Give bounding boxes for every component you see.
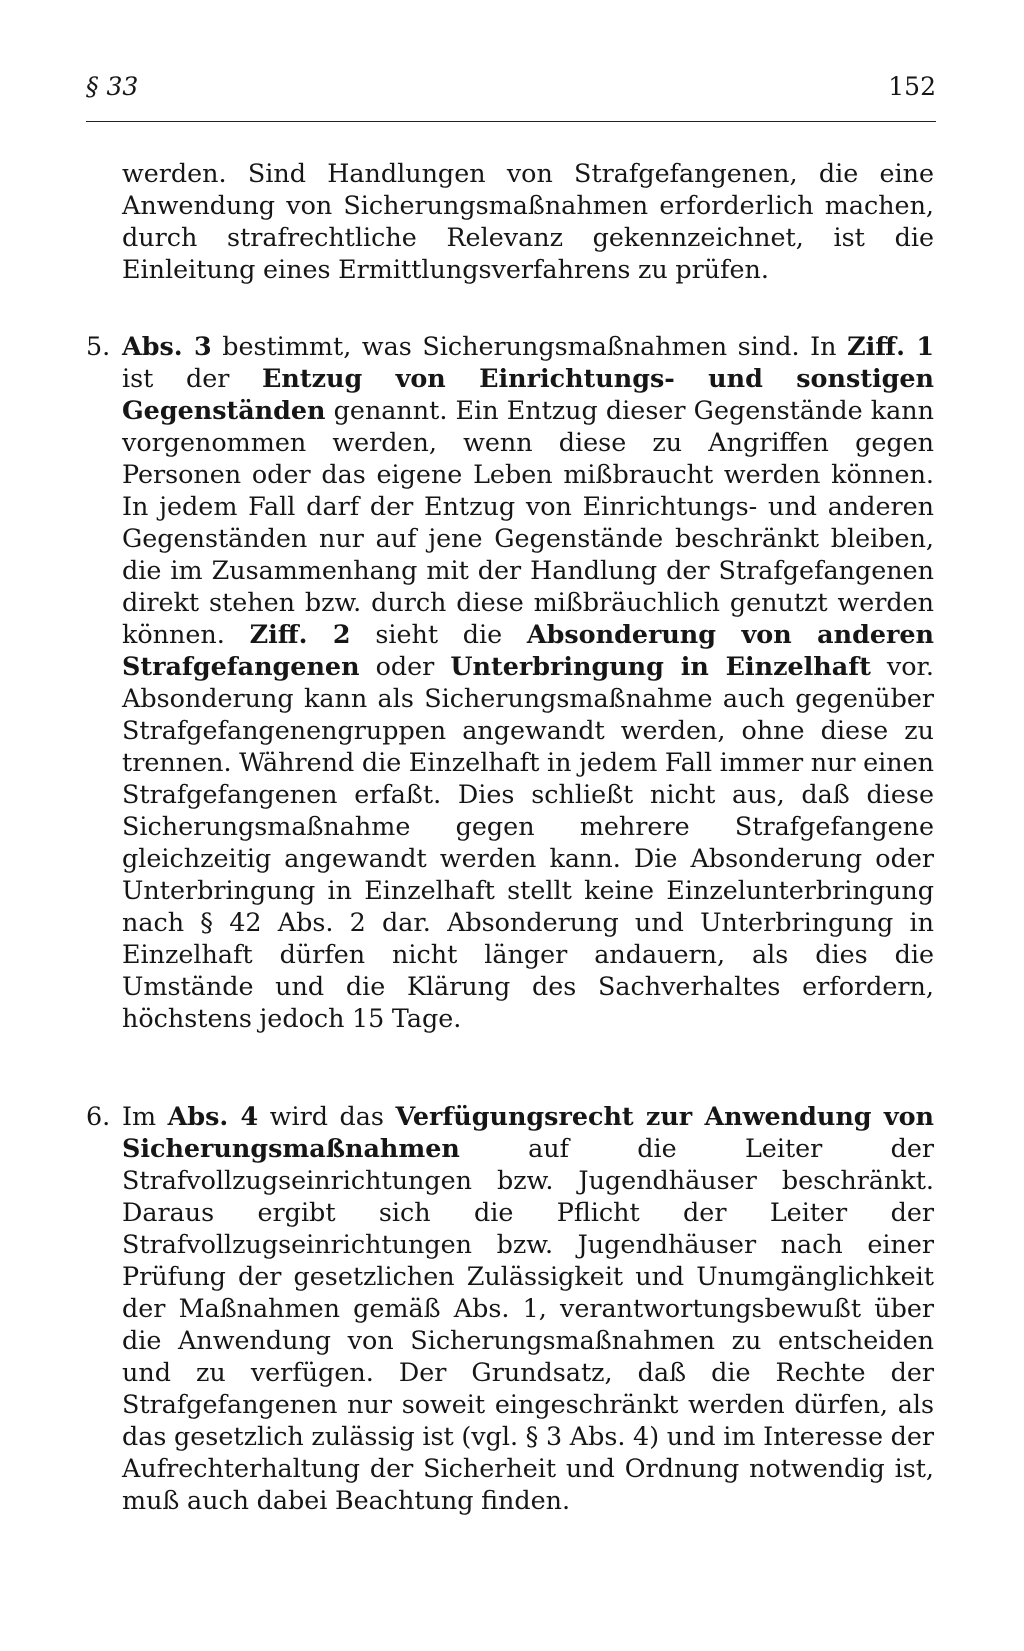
page-header <box>86 72 936 102</box>
ref-ziff-2: Ziff. 2 <box>249 619 351 649</box>
section-reference: § 33 <box>86 72 139 101</box>
text-run: bestimmt, was Sicherungsmaßnahmen sind. In <box>211 331 848 361</box>
text-run: oder <box>359 651 451 681</box>
text-run: wird das <box>258 1101 396 1131</box>
header-divider <box>86 121 936 122</box>
text-run: ist der <box>122 363 263 393</box>
paragraph-text: werden. Sind Handlungen von Strafgefangenen, die eine Anwendung von Sicherungsmaßnahmen erforderlich machen, durch strafrechtliche Relevanz gekennzeichnet, ist die Einleitung eines Ermittlungsverfahrens zu prüfen. <box>122 158 934 284</box>
item-number-6: 6. <box>86 1101 111 1131</box>
page-number: 152 <box>888 72 936 101</box>
term-entzug: Entzug von Einrichtungs- und sonstigen Gegenständen <box>122 363 934 425</box>
term-absonderung: Absonderung von anderen Strafgefangenen <box>122 619 934 681</box>
paragraph-item-5 <box>122 330 934 1034</box>
ref-abs-4: Abs. 4 <box>167 1101 259 1131</box>
text-run: auf die Leiter der Strafvollzugseinrichtungen bzw. Jugendhäuser beschränkt. Daraus ergibt sich die Pflicht der Leiter der Strafvollzugseinrichtungen bzw. Jugendhäuser nach einer Prüfung der gesetzlichen Zulässigkeit und Unumgänglichkeit der Maßnahmen gemäß Abs. 1, verantwortungsbewußt über die Anwendung von Sicherungsmaßnahmen zu entscheiden und zu verfügen. Der Grundsatz, daß die Rechte der Strafgefangenen nur soweit eingeschränkt werden dürfen, als das gesetzlich zulässig ist (vgl. § 3 Abs. 4) und im Interesse der Aufrechterhaltung der Sicherheit und Ordnung notwendig ist, muß auch dabei Beachtung finden. <box>122 1133 934 1515</box>
text-run: genannt. Ein Entzug dieser Gegenstände kann vorgenommen werden, wenn diese zu Angriffen gegen Personen oder das eigene Leben mißbraucht werden können. In jedem Fall darf der Entzug von Einrichtungs- und anderen Gegenständen nur auf jene Gegenstände beschränkt bleiben, die im Zusammenhang mit der Handlung der Strafgefangenen direkt stehen bzw. durch diese mißbräuchlich genutzt werden können. <box>122 395 934 649</box>
text-run: vor. Absonderung kann als Sicherungsmaßnahme auch gegenüber Strafgefangenengruppen angewandt werden, ohne diese zu trennen. Während die Einzelhaft in jedem Fall immer nur einen Strafgefangenen erfaßt. Dies schließt nicht aus, daß diese Sicherungsmaßnahme gegen mehrere Strafgefangene gleichzeitig angewandt werden kann. Die Absonderung oder Unterbringung in Einzelhaft stellt keine Einzelunterbringung nach § 42 Abs. 2 dar. Absonderung und Unterbringung in Einzelhaft dürfen nicht länger andauern, als dies die Umstände und die Klärung des Sachverhaltes erfordern, höchstens jedoch 15 Tage. <box>122 651 934 1033</box>
ref-ziff-1: Ziff. 1 <box>847 331 934 361</box>
term-unterbringung: Unterbringung in Einzelhaft <box>450 651 871 681</box>
term-verfuegungsrecht: Verfügungsrecht zur Anwendung von Sicherungsmaßnahmen <box>122 1101 934 1163</box>
text-run: sieht die <box>350 619 527 649</box>
item-number-5: 5. <box>86 331 111 361</box>
text-run: Im <box>122 1101 168 1131</box>
paragraph-item-6 <box>122 1100 934 1516</box>
ref-abs-3: Abs. 3 <box>122 331 212 361</box>
paragraph-continued <box>122 157 934 285</box>
